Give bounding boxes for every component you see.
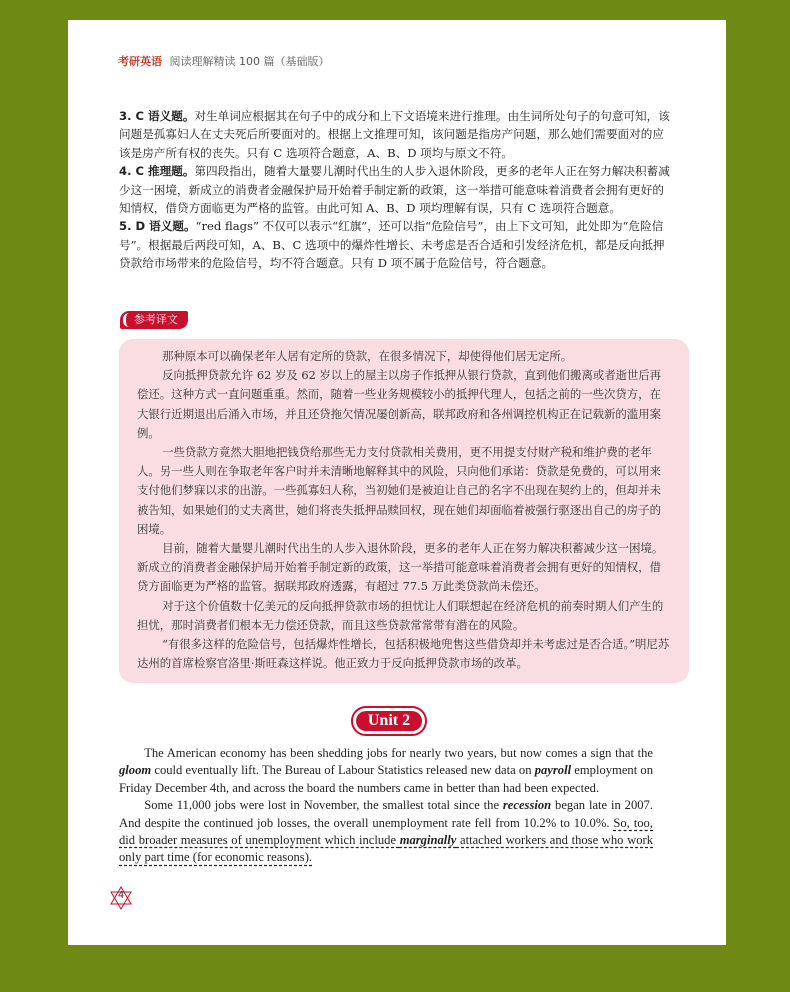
header-title: 阅读理解精读 100 篇（基础版） [169,55,330,68]
page-number-badge [109,886,133,910]
unit-title: Unit 2 [356,711,422,731]
keyword: payroll [534,763,572,778]
bracket-icon [123,313,131,327]
english-paragraph: The American economy has been shedding jobs for nearly two years, but now comes a sign that the gloom could eventually lift. The Bureau of Labour Statistics released new data on payroll employment on Friday December 4th, and across the board the numbers came in better than had been expected. [119,746,653,795]
underlined-sentence: attached workers and those who work only part time (for economic reasons). [119,833,653,865]
translation-paragraph: “有很多这样的危险信号，包括爆炸性增长，包括积极地兜售这些借贷却并未考虑过是否合适。”明尼苏达州的首席检察官洛里·斯旺森这样说。他正致力于反向抵押贷款市场的改革。 [137,637,670,671]
unit-badge [351,706,427,736]
underlined-sentence: So, too, did broader measures of unemployment which include [119,815,653,848]
keyword: gloom [119,763,152,778]
page-number: 4 [117,890,125,901]
translation-paragraph: 反向抵押贷款允许 62 岁及 62 岁以上的屋主以房子作抵押从银行贷款，直到他们搬离或者逝世后再偿还。这种方式一直问题重重。然而，随着一些业务规模较小的抵押代理人，包括之前的一些次贷方，在大银行近期退出后涌入市场，并且还贷拖欠情况屡创新高，联邦政府和各州调控机构正在记载新的滥用案例。 [137,368,662,440]
translation-paragraph: 一些贷款方竟然大胆地把钱贷给那些无力支付贷款相关费用，更不用提支付财产税和维护费的老年人。另一些人则在争取老年客户时并未清晰地解释其中的风险，只向他们承诺：贷款是免费的，可以用来支付他们梦寐以求的出游。一些孤寡妇人称，当初她们是被迫让自己的名字不出现在契约上的，但却并未被告知，如果她们的丈夫离世，她们将丧失抵押品赎回权，现在她们却面临着被强行驱逐出自己的房子的困境。 [137,445,661,536]
translation-paragraph: 那种原本可以确保老年人居有定所的贷款，在很多情况下，却使得他们居无定所。 [162,349,573,363]
translation-paragraph: 对于这个价值数十亿美元的反向抵押贷款市场的担忧让人们联想起在经济危机的前奏时期人们产生的担忧，那时消费者们根本无力偿还贷款，而且这些贷款常常带有潜在的风险。 [137,598,664,632]
answer-item: 5. D 语义题。“red flags” 不仅可以表示“红旗”，还可以指“危险信号”，由上下文可知，此处即为“危险信号”。根据最后两段可知，A、B、C 选项中的爆炸性增长、未考虑是否合适和引发经济危机，都是反向抵押贷款给市场带来的危险信号，均不符合题意。只有 D 项不属于危险信号，符合题意。 [119,219,665,271]
answer-item: 4. C 推理题。第四段指出，随着大量婴儿潮时代出生的人步入退休阶段，更多的老年人正在努力解决积蓄减少这一困境，新成立的消费者金融保护局开始着手制定新的政策，这一举措可能意味着消费者会拥有更好的知情权，借贷方面临更为严格的监管。由此可知 A、B、D 项均理解有误，只有 C 选项符合题意。 [119,164,670,216]
keyword: recession [502,798,552,813]
english-passage [119,745,653,867]
keyword: marginally [399,833,457,848]
header-brand: 考研英语 [118,55,162,68]
answer-item: 3. C 语义题。对生单词应根据其在句子中的成分和上下文语境来进行推理。由生词所处句子的句意可知，该问题是孤寡妇人在丈夫死后所要面对的。根据上文推理可知，该问题是指房产问题，那么她们需要面对的应该是房产所有权的丧失。只有 C 选项符合题意，A、B、D 项均与原文不符。 [119,109,670,160]
answer-explanations [119,107,675,273]
running-header [118,53,330,69]
translation-label: 参考译文 [120,311,188,329]
book-page [68,20,726,945]
translation-box [119,339,689,683]
translation-paragraph: 目前，随着大量婴儿潮时代出生的人步入退休阶段，更多的老年人正在努力解决积蓄减少这一困境。新成立的消费者金融保护局开始着手制定新的政策，这一举措可能意味着消费者会拥有更好的知情权，借贷方面临更为严格的监管。据联邦政府透露，有超过 77.5 万此类贷款尚未偿还。 [137,541,664,594]
english-paragraph: Some 11,000 jobs were lost in November, the smallest total since the recession began late in 2007. And despite the continued job losses, the overall unemployment rate fell from 10.2% to 10.0%. So, too, did broader measures of unemployment which include marginally attached workers and those who work only part time (for economic reasons). [119,798,653,865]
